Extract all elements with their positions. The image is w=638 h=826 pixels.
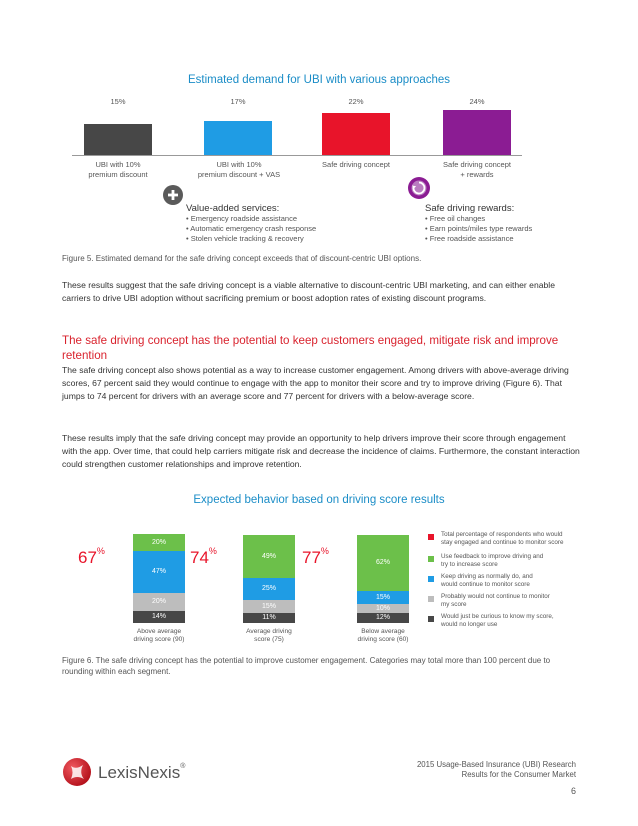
- group2-blue-segment: 25%: [243, 578, 295, 600]
- group3-stack: [357, 535, 409, 623]
- figure5-caption: Figure 5. Estimated demand for the safe driving concept exceeds that of discount-centric UBI options.: [62, 254, 422, 263]
- group1-stack: [133, 534, 185, 623]
- bar1-label: UBI with 10% premium discount: [88, 160, 148, 179]
- legend-swatch-dark: [428, 616, 434, 622]
- paragraph-1: These results suggest that the safe driving concept is a viable alternative to discount-centric UBI marketing, and can either enable carriers to drive UBI adoption without sacrificing premium or boost adoption rates of existing discount programs.: [62, 280, 555, 303]
- bar-safe-driving: [322, 113, 390, 155]
- rewards-block: [425, 203, 532, 244]
- chart1-title: Estimated demand for UBI with various approaches: [187, 74, 451, 86]
- footer-report-title: 2015 Usage-Based Insurance (UBI) Research Results for the Consumer Market: [416, 760, 576, 779]
- group1-blue-segment: 47%: [133, 551, 185, 593]
- bar1-pct: 15%: [110, 97, 126, 106]
- value-added-item: • Automatic emergency crash response: [186, 224, 316, 234]
- group1-dark-segment: 14%: [133, 611, 185, 623]
- group3-gray-segment: 10%: [357, 604, 409, 613]
- value-added-item: • Stolen vehicle tracking & recovery: [186, 234, 316, 244]
- legend-swatch-green: [428, 556, 434, 562]
- value-added-title: Value-added services:: [186, 203, 280, 214]
- bar-ubi-vas: [204, 121, 272, 155]
- group2-stack: [243, 535, 295, 623]
- bar3-label: Safe driving concept: [322, 160, 390, 169]
- chart2-title: Expected behavior based on driving score results: [193, 494, 445, 506]
- bar2-label: UBI with 10% premium discount + VAS: [197, 160, 281, 179]
- legend-item-not-continue: Probably would not continue to monitor my score: [441, 593, 550, 608]
- legend-swatch-blue: [428, 576, 434, 582]
- group1-label: Above average driving score (90): [133, 628, 185, 643]
- value-added-item: • Emergency roadside assistance: [186, 214, 316, 224]
- group3-green-segment: 62%: [357, 535, 409, 591]
- legend-item-keep-driving: Keep driving as normally do, and would continue to monitor score: [441, 573, 533, 588]
- rewards-title: Safe driving rewards:: [425, 203, 515, 214]
- figure6-caption: Figure 6. The safe driving concept has the potential to improve customer engagement. Categories may total more than 100 percent due to rounding within each segment.: [62, 656, 551, 676]
- group3-label: Below average driving score (60): [357, 628, 409, 643]
- group2-green-segment: 49%: [243, 535, 295, 578]
- legend-item-curious: Would just be curious to know my score, would no longer use: [441, 613, 554, 628]
- rewards-item: • Free roadside assistance: [425, 234, 532, 244]
- legend-item-total: Total percentage of respondents who would stay engaged and continue to monitor score: [441, 531, 564, 546]
- rewards-item: • Free oil changes: [425, 214, 532, 224]
- value-added-block: [186, 203, 316, 244]
- plus-icon: [163, 185, 183, 205]
- group2-total: 74%: [190, 546, 217, 567]
- lexisnexis-logo-icon: [62, 757, 92, 787]
- brand-name: LexisNexis®: [98, 763, 186, 782]
- bar4-label: Safe driving concept + rewards: [443, 160, 511, 179]
- page-number: 6: [570, 786, 576, 796]
- legend-swatch-total: [428, 534, 434, 540]
- group2-dark-segment: 11%: [243, 613, 295, 623]
- paragraph-2: The safe driving concept also shows potential as a way to increase customer engagement. Among drivers with above-average driving scores, 67 percent said they would continue to engage with the app to monitor their score and try to improve driving (Figure 6). That jumps to 74 percent for drivers with an average score and 77 percent for drivers with a below-average score.: [62, 365, 569, 401]
- group3-dark-segment: 12%: [357, 613, 409, 623]
- bar-safe-driving-rewards: [443, 110, 511, 155]
- group2-label: Average driving score (75): [246, 628, 292, 643]
- bar2-pct: 17%: [230, 97, 246, 106]
- group2-gray-segment: 15%: [243, 600, 295, 613]
- group3-total: 77%: [302, 546, 329, 567]
- group1-gray-segment: 20%: [133, 593, 185, 611]
- paragraph-3: These results imply that the safe driving concept may provide an opportunity to help drivers improve their score through engagement with the app. Over time, that could help carriers mitigate risk and decrease the incidence of claims. Furthermore, the constant interaction could strengthen customer relationships and improve retention.: [62, 433, 580, 469]
- group1-total: 67%: [78, 546, 105, 567]
- rewards-item: • Earn points/miles type rewards: [425, 224, 532, 234]
- bar3-pct: 22%: [348, 97, 364, 106]
- rewards-cycle-icon: [408, 177, 430, 199]
- bar4-pct: 24%: [469, 97, 485, 106]
- bar-ubi-discount: [84, 124, 152, 155]
- legend-swatch-gray: [428, 596, 434, 602]
- section-heading: The safe driving concept has the potential to keep customers engaged, mitigate risk and improve retention: [62, 334, 559, 362]
- legend-item-improve: Use feedback to improve driving and try to increase score: [441, 553, 544, 568]
- group3-blue-segment: 15%: [357, 591, 409, 604]
- chart1-baseline: [72, 155, 522, 156]
- group1-green-segment: 20%: [133, 534, 185, 551]
